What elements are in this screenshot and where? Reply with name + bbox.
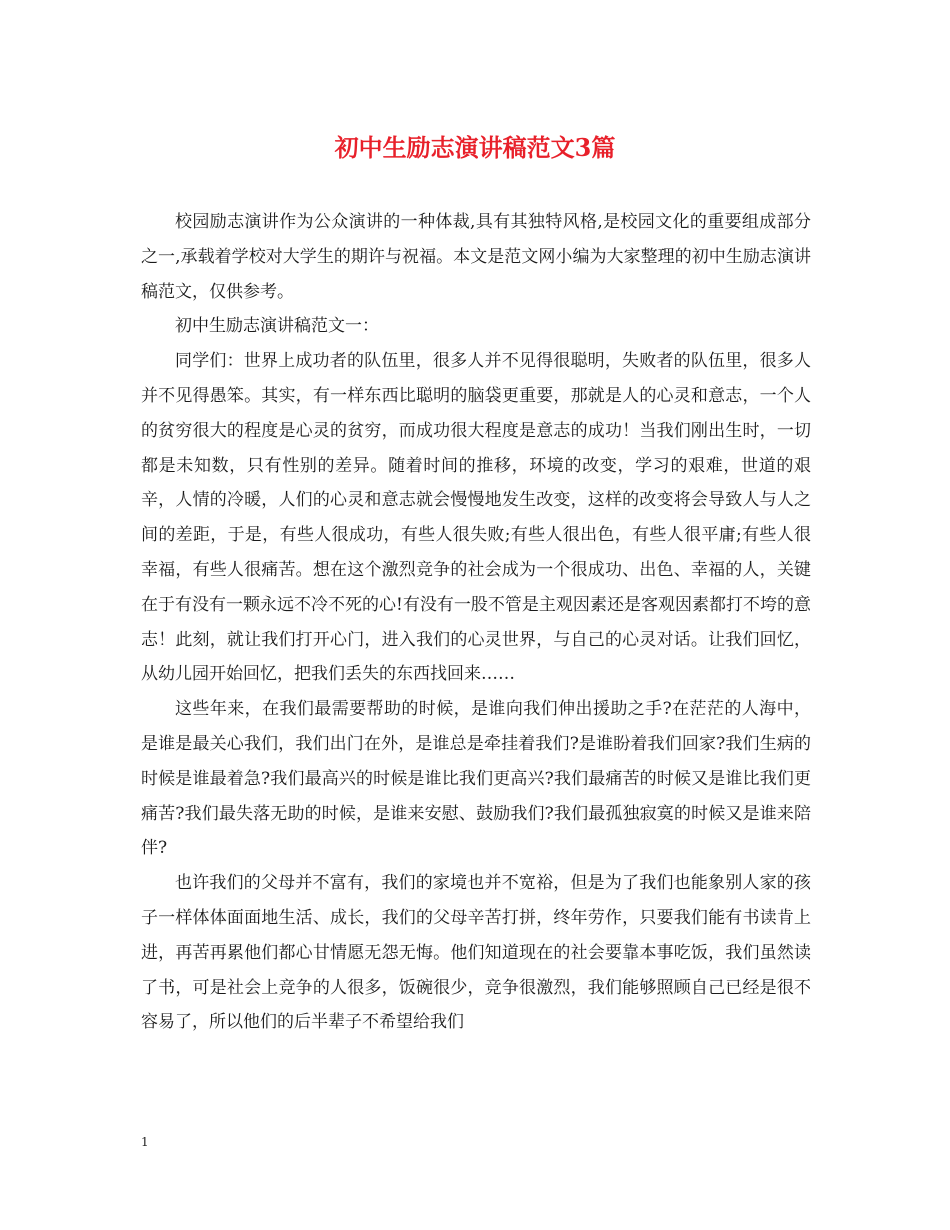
paragraph-parents-care: 这些年来，在我们最需要帮助的时候，是谁向我们伸出援助之手?在茫茫的人海中，是谁是最关心我们，我们出门在外，是谁总是牵挂着我们?是谁盼着我们回家?我们生病的时候是谁最着急?我们最高兴的时候是谁比我们更高兴?我们最痛苦的时候又是谁比我们更痛苦?我们最失落无助的时候，是谁来安慰、鼓励我们?我们最孤独寂寞的时候又是谁来陪伴? xyxy=(141,699,811,859)
paragraph-parents-sacrifice: 也许我们的父母并不富有，我们的家境也并不宽裕，但是为了我们也能象别人家的孩子一样体体面面地生活、成长，我们的父母辛苦打拼，终年劳作，只要我们能有书读肯上进，再苦再累他们都心甘情愿无怨无悔。他们知道现在的社会要靠本事吃饭，我们虽然读了书，可是社会上竞争的人很多，饭碗很少，竞争很激烈，我们能够照顾自己已经是很不容易了，所以他们的后半辈子不希望给我们 xyxy=(141,873,811,1033)
document-body xyxy=(141,205,811,1040)
paragraph-speech-opening: 同学们：世界上成功者的队伍里，很多人并不见得很聪明，失败者的队伍里，很多人并不见得愚笨。其实，有一样东西比聪明的脑袋更重要，那就是人的心灵和意志，一个人的贫穷很大的程度是心灵的贫穷，而成功很大程度是意志的成功！当我们刚出生时，一切都是未知数，只有性别的差异。随着时间的推移，环境的改变，学习的艰难，世道的艰辛，人情的冷暖，人们的心灵和意志就会慢慢地发生改变，这样的改变将会导致人与人之间的差距，于是，有些人很成功，有些人很失败;有些人很出色，有些人很平庸;有些人很幸福，有些人很痛苦。想在这个激烈竞争的社会成为一个很成功、出色、幸福的人，关键在于有没有一颗永远不冷不死的心!有没有一股不管是主观因素还是客观因素都打不垮的意志！此刻，就让我们打开心门，进入我们的心灵世界，与自己的心灵对话。让我们回忆，从幼儿园开始回忆，把我们丢失的东西找回来…… xyxy=(141,351,811,685)
paragraph-section-heading: 初中生励志演讲稿范文一： xyxy=(175,316,379,337)
page-number: 1 xyxy=(141,1135,149,1149)
paragraph-intro: 校园励志演讲作为公众演讲的一种体裁,具有其独特风格,是校园文化的重要组成部分之一,承载着学校对大学生的期许与祝福。本文是范文网小编为大家整理的初中生励志演讲稿范文，仅供参考。 xyxy=(141,212,811,302)
document-title: 初中生励志演讲稿范文3篇 xyxy=(334,133,616,162)
